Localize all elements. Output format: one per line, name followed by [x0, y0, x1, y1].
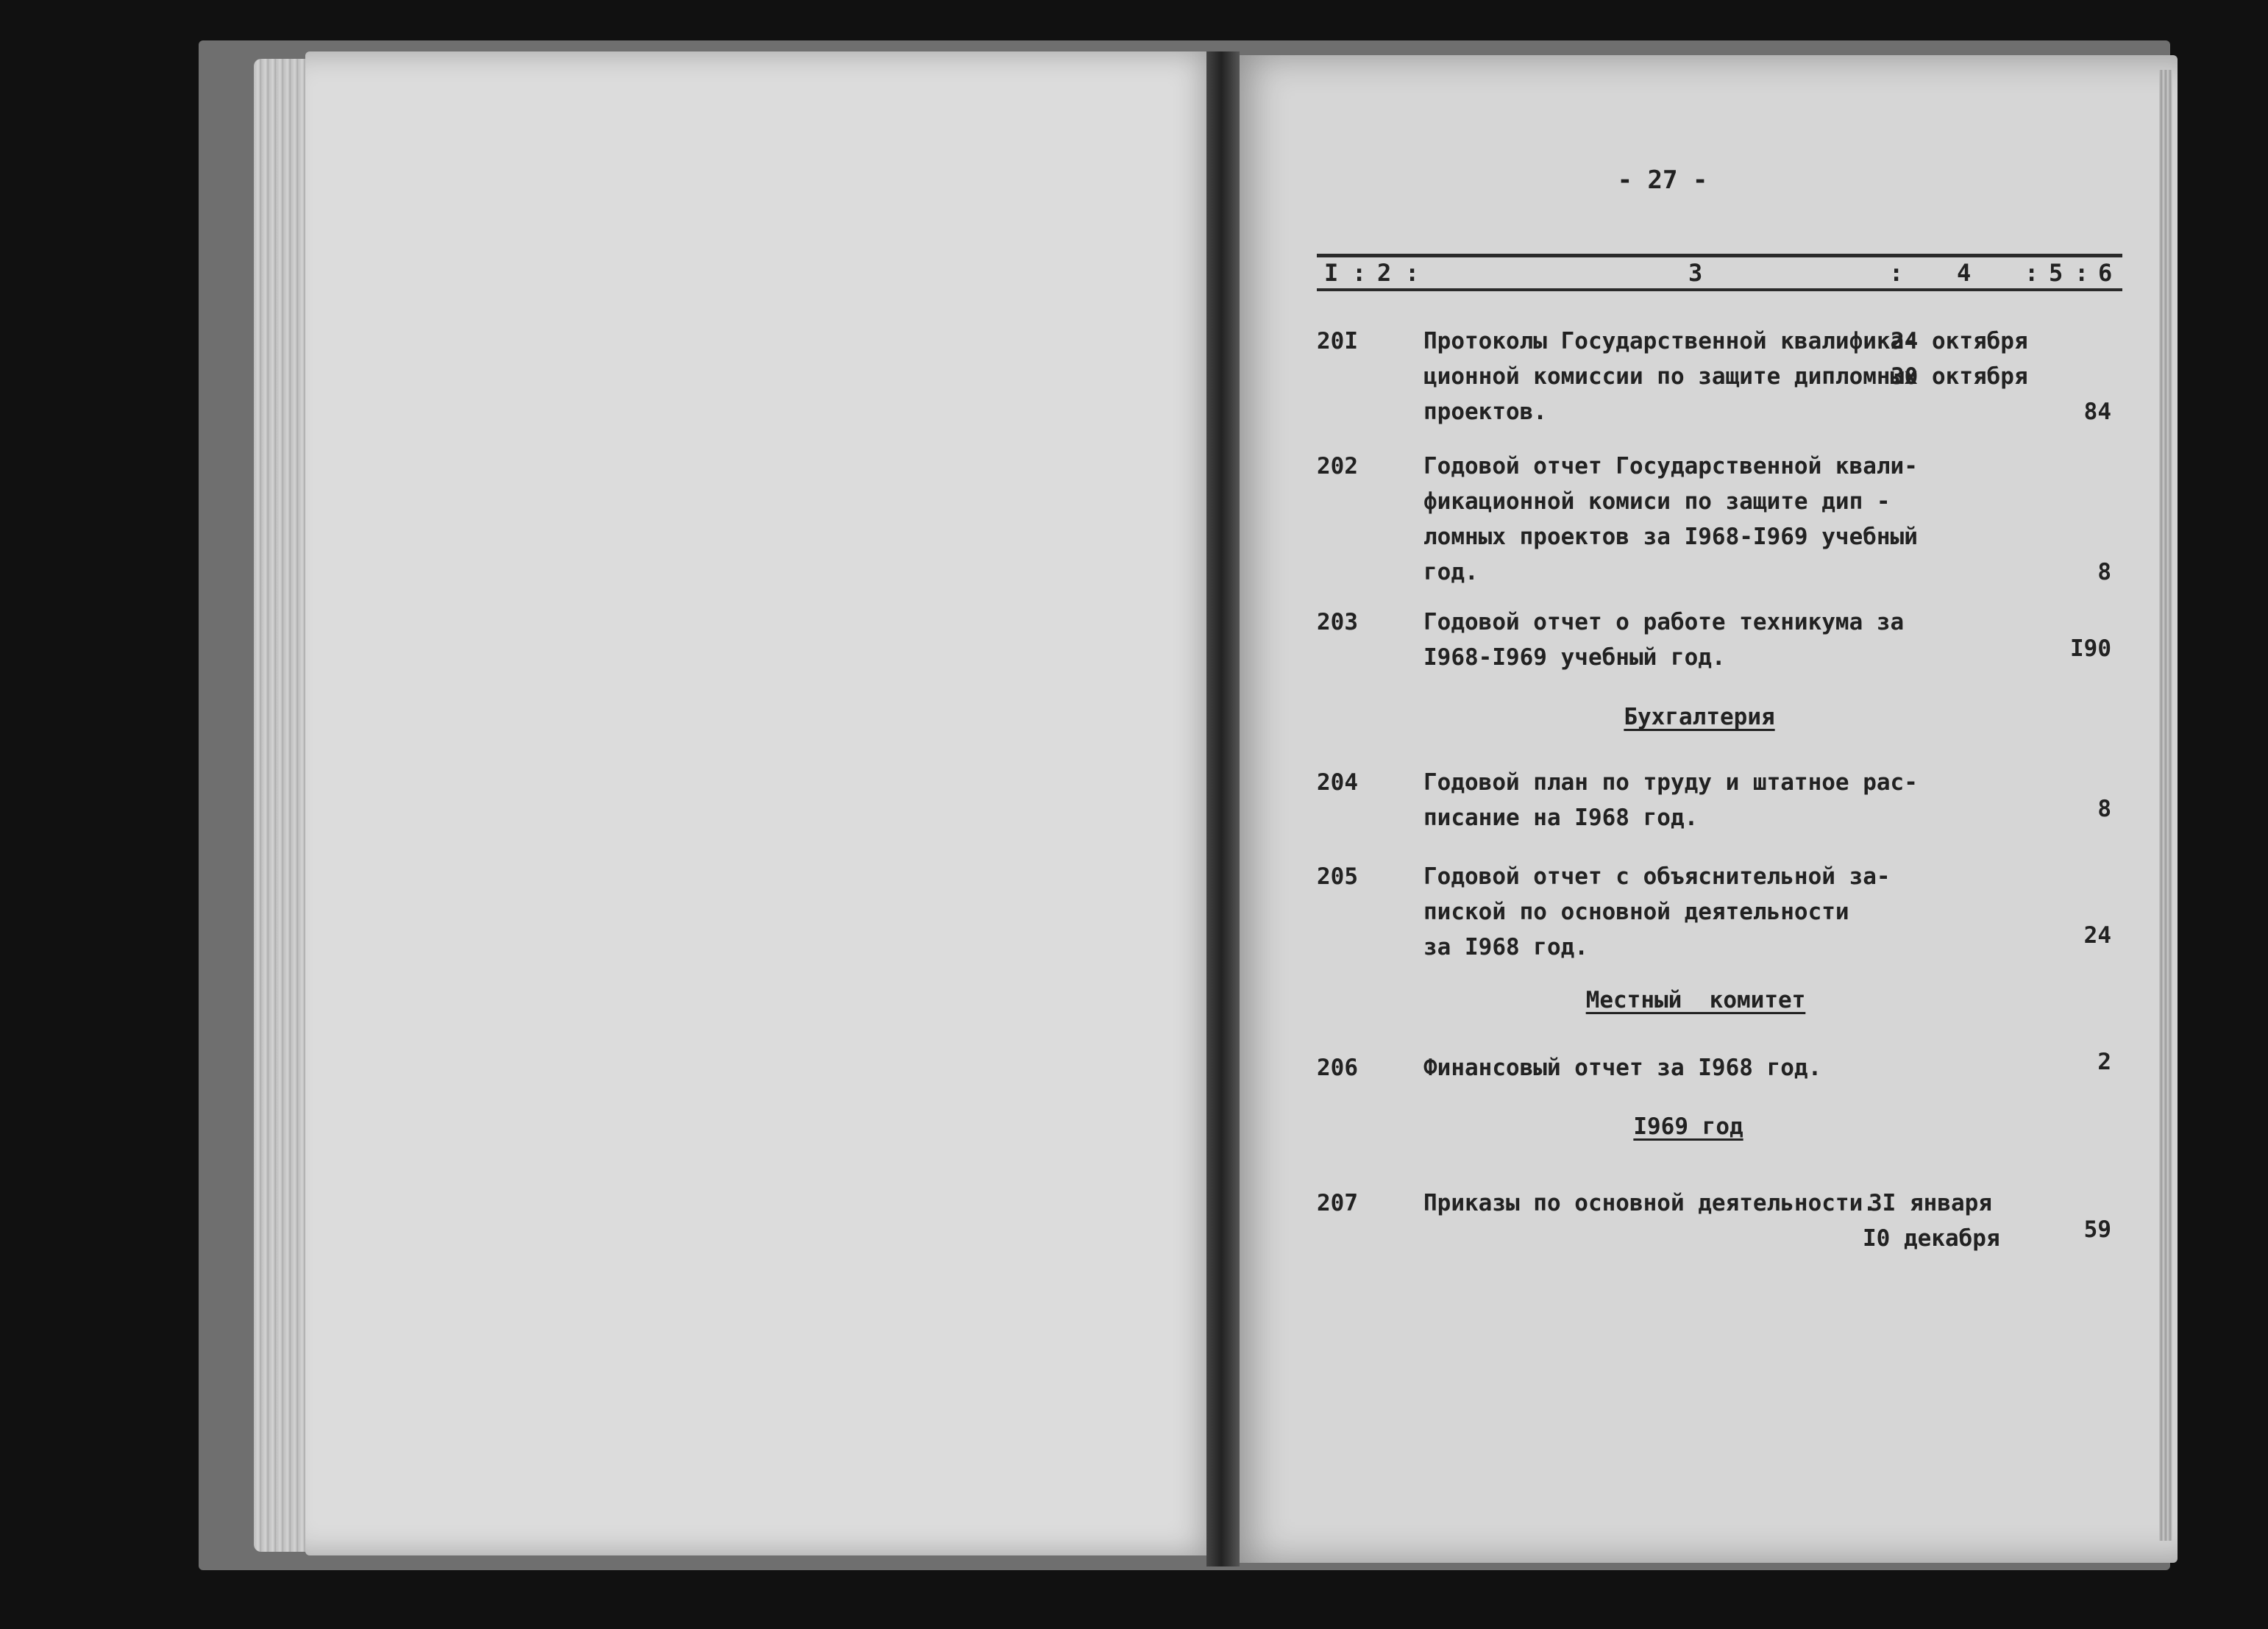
- header-sep-1: :: [1352, 259, 1367, 287]
- entry-description-line: проектов.: [1423, 399, 1547, 425]
- entry-number: 207: [1317, 1190, 1358, 1216]
- entry-description-line: Годовой план по труду и штатное рас-: [1423, 769, 1918, 796]
- entry-description-line: год.: [1423, 559, 1479, 585]
- entry-page-count: 8: [2097, 559, 2111, 585]
- header-col-1: I: [1324, 259, 1339, 287]
- section-heading-accounting: Бухгалтерия: [1624, 704, 1775, 730]
- header-rule-bottom: [1317, 288, 2122, 291]
- header-col-6: 6: [2098, 259, 2113, 287]
- entry-number: 206: [1317, 1055, 1358, 1081]
- header-col-2: 2: [1377, 259, 1392, 287]
- header-col-5: 5: [2049, 259, 2063, 287]
- entry-description-line: фикационной комиси по защите дип -: [1423, 488, 1891, 515]
- entry-page-count: 2: [2097, 1049, 2111, 1075]
- entry-date-end: I0 декабря: [1863, 1225, 2000, 1252]
- entry-description-line: пиской по основной деятельности: [1423, 899, 1849, 925]
- entry-date-start: 3I января: [1869, 1190, 1992, 1216]
- entry-number: 204: [1317, 769, 1358, 796]
- section-heading-year: I969 год: [1633, 1113, 1743, 1140]
- entry-date-start: 24 октября: [1891, 328, 2028, 354]
- entry-description-line: Приказы по основной деятельности.: [1423, 1190, 1877, 1216]
- header-col-4: 4: [1957, 259, 1972, 287]
- entry-number: 20I: [1317, 328, 1358, 354]
- entry-page-count: 24: [2083, 922, 2111, 949]
- entry-description: [1423, 1050, 1894, 1086]
- entry-page-count: 84: [2083, 399, 2111, 425]
- entry-description: [1423, 859, 1894, 965]
- entry-dates: [1891, 324, 2067, 394]
- entry-description-line: Годовой отчет с объяснительной за-: [1423, 863, 1891, 890]
- entry-page-count: 59: [2083, 1216, 2111, 1243]
- entry-description-line: ломных проектов за I968-I969 учебный: [1423, 524, 1918, 550]
- entry-dates: [1863, 1186, 2039, 1256]
- entry-description-line: ционной комиссии по защите дипломных: [1423, 363, 1918, 390]
- entry-date-end: 30 октября: [1891, 363, 2028, 390]
- header-sep-2: :: [1405, 259, 1420, 287]
- header-sep-5: :: [2075, 259, 2089, 287]
- entry-description-line: Протоколы Государственной квалифика-: [1423, 328, 1918, 354]
- entry-description: [1423, 449, 1918, 590]
- header-rule-top: [1317, 254, 2122, 257]
- entry-page-count: 8: [2097, 796, 2111, 822]
- entry-number: 202: [1317, 453, 1358, 480]
- entry-description-line: за I968 год.: [1423, 934, 1588, 960]
- header-sep-4: :: [2025, 259, 2039, 287]
- entry-description-line: Годовой отчет Государственной квали-: [1423, 453, 1918, 480]
- entry-description-line: писание на I968 год.: [1423, 805, 1699, 831]
- entry-description: [1423, 324, 1918, 429]
- entry-description-line: I968-I969 учебный год.: [1423, 644, 1726, 671]
- entry-description: [1423, 605, 1905, 675]
- entry-number: 203: [1317, 609, 1358, 635]
- book-gutter: [1206, 51, 1240, 1566]
- entry-page-count: I90: [2070, 635, 2111, 662]
- page-number: - 27 -: [1617, 165, 1708, 195]
- entry-description: [1423, 765, 1918, 835]
- entry-description-line: Финансовый отчет за I968 год.: [1423, 1055, 1822, 1081]
- entry-description-line: Годовой отчет о работе техникума за: [1423, 609, 1905, 635]
- section-heading-local-committee: Местный комитет: [1585, 987, 1806, 1013]
- entry-number: 205: [1317, 863, 1358, 890]
- right-page-edges: [2159, 70, 2172, 1541]
- left-page: [305, 51, 1225, 1555]
- entry-description: [1423, 1186, 1894, 1221]
- header-col-3: 3: [1688, 259, 1703, 287]
- header-sep-3: :: [1889, 259, 1904, 287]
